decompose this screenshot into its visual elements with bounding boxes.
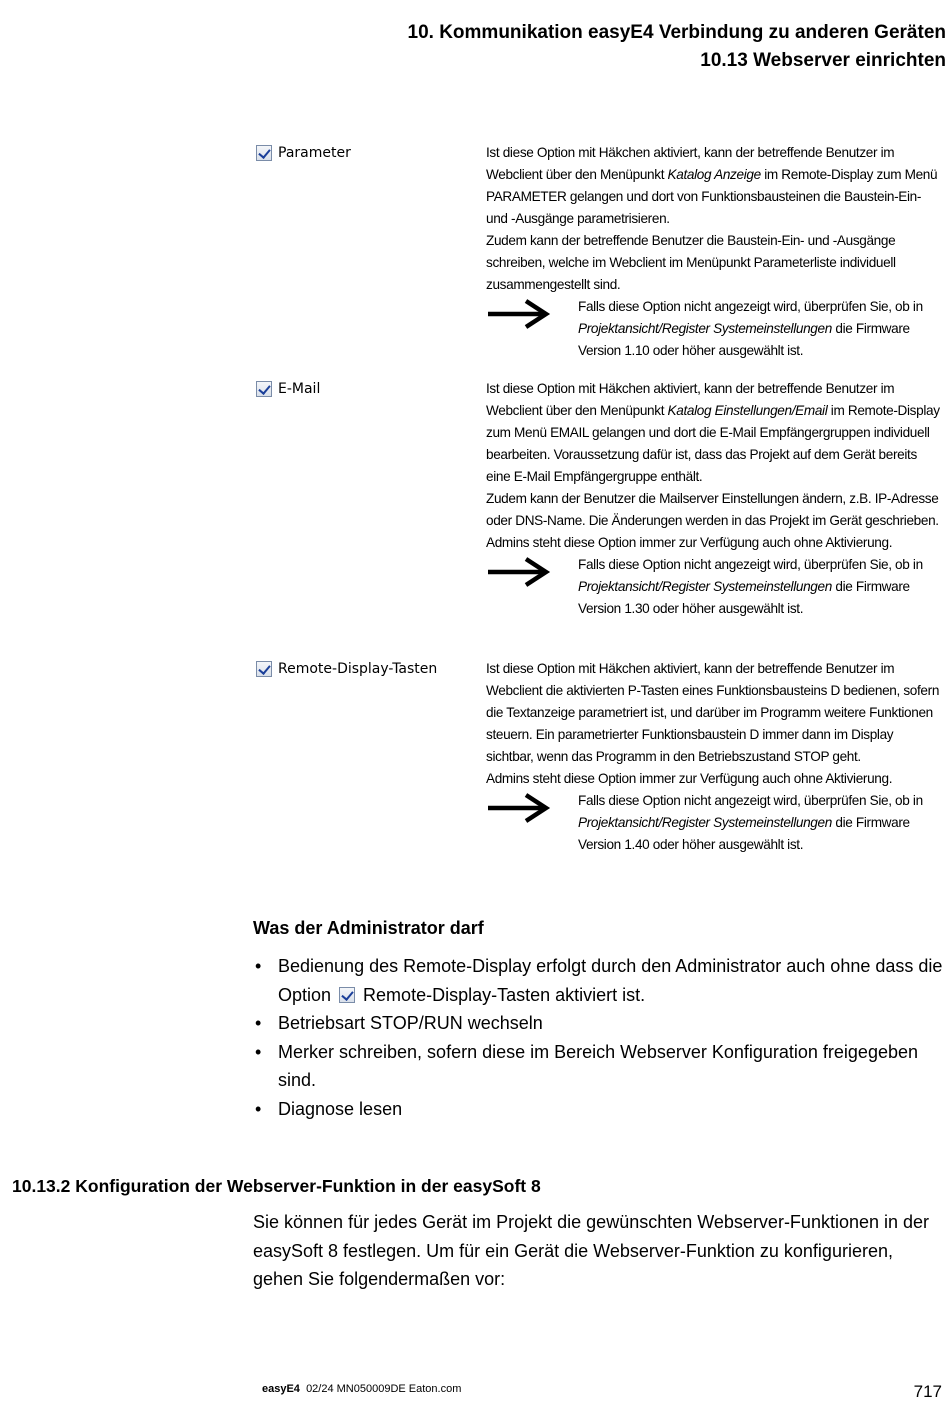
description-paragraph: Zudem kann der betreffende Benutzer die Baustein-Ein- und -Ausgänge schreiben, welche im Webclient im Menüpunkt Parameterliste individuell zusammengestellt sind. [486, 233, 896, 292]
text: Remote-Display-Tasten aktiviert ist. [358, 984, 646, 1005]
menu-path: Projektansicht/Register Systemeinstellungen [578, 579, 832, 594]
arrow-right-icon [486, 790, 578, 830]
option-email-description [486, 378, 940, 620]
text: im Remote-Display zum Menü PARAMETER gelangen und dort von Funktionsbausteinen die Baustein-Ein- und -Ausgänge parametrisieren. [486, 167, 938, 226]
text: die Firmware Version 1.30 oder höher ausgewählt ist. [578, 579, 910, 616]
admin-permissions-list [253, 952, 943, 1123]
footer-brand: easyE4 [262, 1383, 300, 1395]
description-paragraph: Admins steht diese Option immer zur Verfügung auch ohne Aktivierung. [486, 771, 893, 786]
option-parameter [256, 143, 351, 163]
option-remote-display-keys-description [486, 658, 940, 856]
menu-path: Projektansicht/Register Systemeinstellungen [578, 815, 832, 830]
text: Falls diese Option nicht angezeigt wird, überprüfen Sie, ob in [578, 793, 923, 808]
menu-path: Katalog Anzeige [667, 167, 761, 182]
description-paragraph: Ist diese Option mit Häkchen aktiviert, kann der betreffende Benutzer im Webclient die aktivierten P-Tasten eines Funktionsbausteins D bedienen, sofern die Textanzeige parametriert ist, und darüber im Programm weitere Funktionen steuern. Ein parametrierter Funktionsbaustein D immer dann im Display sichtbar, wenn das Programm in den Betriebszustand STOP geht. [486, 661, 940, 764]
checkbox-checked-icon [256, 145, 272, 161]
checkbox-checked-icon [256, 381, 272, 397]
description-paragraph [486, 142, 940, 230]
arrow-right-icon [486, 296, 578, 336]
list-item: • Betriebsart STOP/RUN wechseln [253, 1009, 943, 1038]
admin-heading: Was der Administrator darf [253, 918, 484, 938]
note [486, 296, 940, 362]
text: die Firmware Version 1.10 oder höher ausgewählt ist. [578, 321, 910, 358]
note-text [578, 296, 940, 362]
note-text [578, 554, 940, 620]
text: im Remote-Display zum Menü EMAIL gelangen und dort die E-Mail Empfängergruppen individuell bearbeiten. Voraussetzung dafür ist, dass das Projekt auf dem Gerät bereits eine E-Mail Empfängergruppe enthält. [486, 403, 940, 484]
note [486, 790, 940, 856]
note [486, 554, 940, 620]
footer-text: 02/24 MN050009DE Eaton.com [306, 1383, 462, 1395]
page-number: 717 [913, 1382, 942, 1401]
header-section-title: 10.13 Webserver einrichten [700, 50, 946, 71]
checkbox-checked-icon [339, 987, 355, 1003]
footer [262, 1383, 461, 1395]
text: Falls diese Option nicht angezeigt wird, überprüfen Sie, ob in [578, 299, 923, 314]
option-parameter-description [486, 142, 940, 362]
option-label: Remote-Display-Tasten [278, 661, 438, 677]
checkbox-checked-icon [256, 661, 272, 677]
option-remote-display-keys [256, 659, 437, 679]
list-item: • Merker schreiben, sofern diese im Bereich Webserver Konfiguration freigegeben sind. [253, 1038, 943, 1095]
text: Falls diese Option nicht angezeigt wird, überprüfen Sie, ob in [578, 557, 923, 572]
text: die Firmware Version 1.40 oder höher ausgewählt ist. [578, 815, 910, 852]
header-chapter-title: 10. Kommunikation easyE4 Verbindung zu anderen Geräten [407, 22, 946, 43]
description-paragraph [486, 378, 940, 488]
option-email [256, 379, 320, 399]
description-paragraph: Zudem kann der Benutzer die Mailserver Einstellungen ändern, z.B. IP-Adresse oder DNS-Name. Die Änderungen werden in das Projekt im Gerät geschrieben. [486, 491, 939, 528]
option-label: E-Mail [278, 381, 321, 397]
text: Ist diese Option mit Häkchen aktiviert, kann der betreffende Benutzer im Webclient über den Menüpunkt [486, 381, 895, 418]
description-paragraph: Admins steht diese Option immer zur Verfügung auch ohne Aktivierung. [486, 535, 893, 550]
option-label: Parameter [278, 145, 351, 161]
menu-path: Projektansicht/Register Systemeinstellungen [578, 321, 832, 336]
section-paragraph: Sie können für jedes Gerät im Projekt die gewünschten Webserver-Funktionen in der easySoft 8 festlegen. Um für ein Gerät die Webserver-Funktion zu konfigurieren, gehen Sie folgendermaßen vor: [253, 1212, 930, 1289]
list-item [253, 952, 943, 1009]
note-text [578, 790, 940, 856]
list-item: • Diagnose lesen [253, 1095, 943, 1124]
text: Bedienung des Remote-Display erfolgt durch den Administrator auch ohne dass die Option [278, 956, 943, 1005]
arrow-right-icon [486, 554, 578, 594]
section-heading: 10.13.2 Konfiguration der Webserver-Funktion in der easySoft 8 [12, 1176, 541, 1196]
text: Ist diese Option mit Häkchen aktiviert, kann der betreffende Benutzer im Webclient über den Menüpunkt [486, 145, 895, 182]
menu-path: Katalog Einstellungen/Email [667, 403, 828, 418]
